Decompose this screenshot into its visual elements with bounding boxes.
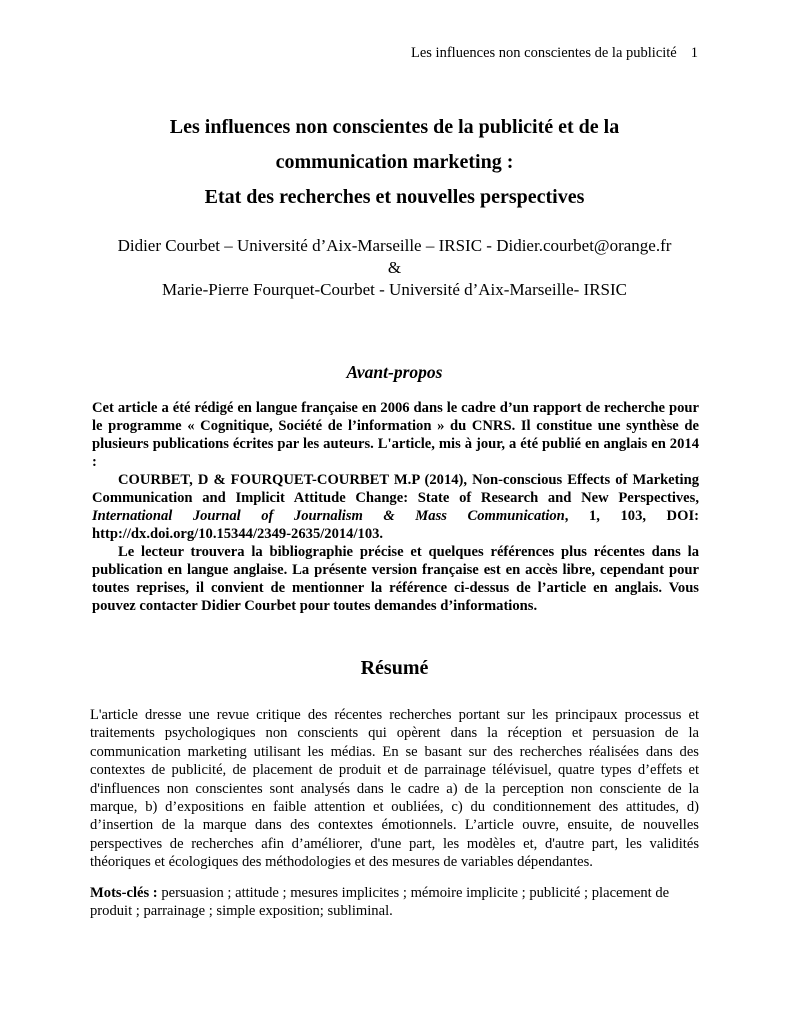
- author-1: Didier Courbet – Université d’Aix-Marseille – IRSIC - Didier.courbet@orange.fr: [117, 236, 672, 255]
- title-line-1: Les influences non conscientes de la publicité et de la: [169, 116, 620, 138]
- foreword-heading: Avant-propos: [346, 362, 443, 382]
- running-head: [411, 45, 698, 62]
- foreword-section: [92, 399, 699, 615]
- abstract-heading: Résumé: [360, 657, 429, 679]
- reference-journal: International Journal of Journalism & Mass Communication: [92, 508, 565, 524]
- reference-text: COURBET, D & FOURQUET-COURBET M.P (2014), Non-conscious Effects of Marketing Communication and Implicit Attitude Change: State of Research and New Perspectives,: [92, 472, 699, 506]
- keywords-label: Mots-clés :: [90, 885, 158, 901]
- keywords-list: persuasion ; attitude ; mesures implicites ; mémoire implicite ; publicité ; placement de produit ; parrainage ; simple exposition; subliminal.: [90, 885, 670, 920]
- page-number: 1: [690, 45, 698, 61]
- reference-doi: , 1, 103, DOI: http://dx.doi.org/10.15344/2349-2635/2014/103.: [92, 508, 699, 542]
- keywords-section: [90, 884, 699, 921]
- title-line-2: communication marketing :: [275, 151, 514, 173]
- author-separator: &: [387, 258, 402, 277]
- running-head-text: Les influences non conscientes de la publicité: [411, 45, 677, 61]
- abstract-body: L'article dresse une revue critique des récentes recherches portant sur les principaux processus et traitements psychologiques non conscients qui opèrent dans la réception et persuasion de la communication marketing utilisant les médias. En se basant sur des recherches réalisées dans des contextes de publicité, de placement de produit et de parrainage télévisuel, quatre types d’effets et d'influences non conscientes sont analysés dans le cadre a) de la perception non consciente de la marque, b) d’expositions en faible attention et oubliées, c) du conditionnement des attitudes, d) d’insertion de la marque dans des contextes émotionnels. L’article ouvre, ensuite, de nouvelles perspectives de recherches afin d’améliorer, d'une part, les modèles et, d'autre part, les validités théoriques et écologiques des méthodologies et des mesures de variables dépendantes.: [90, 707, 699, 871]
- document-title: [90, 110, 699, 215]
- author-2: Marie-Pierre Fourquet-Courbet - Université d’Aix-Marseille- IRSIC: [161, 280, 628, 299]
- abstract-section: [90, 706, 699, 872]
- authors-block: [90, 235, 699, 301]
- title-line-3: Etat des recherches et nouvelles perspectives: [204, 186, 585, 208]
- foreword-paragraph-3: Le lecteur trouvera la bibliographie précise et quelques références plus récentes dans la publication en langue anglaise. La présente version française est en accès libre, cependant pour toutes reprises, il convient de mentionner la référence ci-dessus de l’article en anglais. Vous pouvez contacter Didier Courbet pour toutes demandes d’informations.: [92, 544, 699, 614]
- foreword-paragraph-1: Cet article a été rédigé en langue française en 2006 dans le cadre d’un rapport de recherche pour le programme « Cognitique, Société de l’information » du CNRS. Il constitue une synthèse de plusieurs publications écrites par les auteurs. L'article, mis à jour, a été publié en anglais en 2014 :: [92, 400, 699, 470]
- foreword-reference: [92, 471, 699, 543]
